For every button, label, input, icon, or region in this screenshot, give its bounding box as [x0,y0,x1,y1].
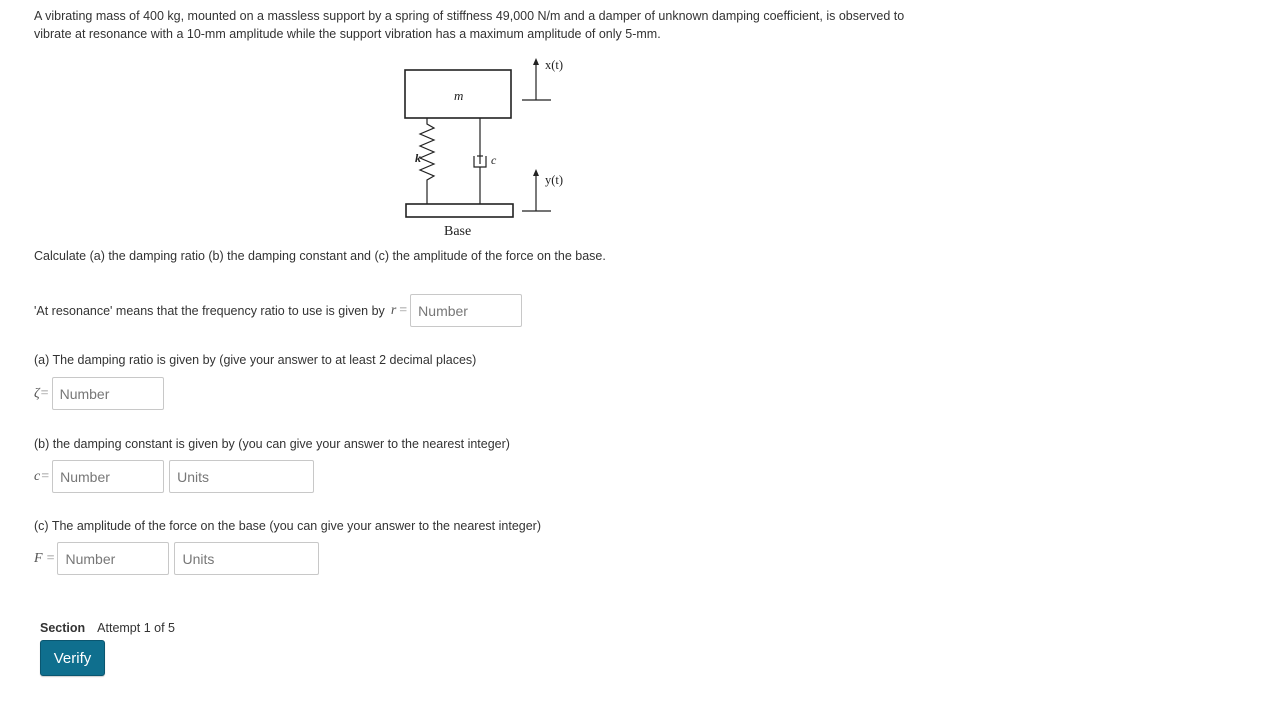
base-block [406,204,513,217]
spring-label: k [415,151,421,165]
part-b-row [34,460,314,493]
damper [474,118,486,204]
problem-line-1: A vibrating mass of 400 kg, mounted on a massless support by a spring of stiffness 49,000 N/m and a damper of unknown damping coefficient, is observed to [34,9,905,23]
f-equals: = [46,550,55,566]
resonance-text: 'At resonance' means that the frequency ratio to use is given by [34,303,385,318]
r-equals: = [399,302,408,318]
r-symbol: r [390,302,397,318]
zeta-symbol: ζ [34,385,40,401]
x-label: x(t) [545,58,564,72]
section-label: Section [40,621,86,635]
damper-label: c [491,153,497,167]
base-force-units-input[interactable] [174,542,319,575]
attempt-info [40,621,175,635]
y-label: y(t) [545,173,564,187]
spring [420,118,434,204]
problem-line-2: vibrate at resonance with a 10-mm amplitude while the support vibration has a maximum amplitude of only 5-mm. [34,27,661,41]
frequency-ratio-input[interactable] [410,294,522,327]
damping-constant-input[interactable] [52,460,164,493]
calculate-instructions: Calculate (a) the damping ratio (b) the damping constant and (c) the amplitude of the force on the base. [34,249,606,263]
base-label: Base [444,224,472,239]
attempt-counter: Attempt 1 of 5 [97,621,175,635]
zeta-equals: = [40,385,49,401]
damping-constant-units-input[interactable] [169,460,314,493]
problem-statement [34,7,954,43]
base-force-input[interactable] [57,542,169,575]
c-symbol: c [34,468,41,484]
verify-button[interactable]: Verify [40,640,105,676]
part-a-row [34,377,164,410]
part-a-text: (a) The damping ratio is given by (give your answer to at least 2 decimal places) [34,353,477,367]
part-b-text: (b) the damping constant is given by (you can give your answer to the nearest integer) [34,437,510,451]
resonance-row [34,294,522,327]
damping-ratio-input[interactable] [52,377,164,410]
c-equals: = [41,468,50,484]
mass-spring-damper-figure [398,52,588,242]
part-c-text: (c) The amplitude of the force on the base (you can give your answer to the nearest integer) [34,519,541,533]
f-symbol: F [34,550,43,566]
part-c-row [34,542,319,575]
mass-label: m [454,88,464,103]
